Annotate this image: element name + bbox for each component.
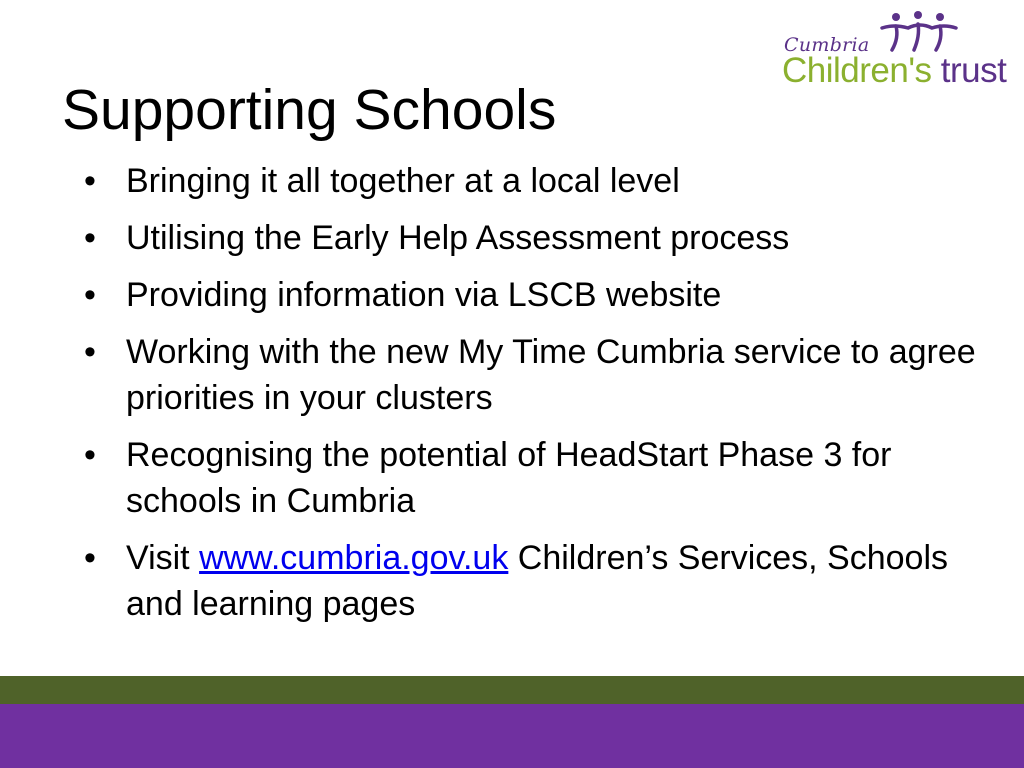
logo-main-text [782, 52, 1006, 90]
visit-prefix-text: Visit [126, 539, 200, 577]
bullet-marker: • [84, 162, 96, 200]
logo-cumbria-text: Cumbria [784, 34, 870, 56]
cumbria-childrens-trust-logo [780, 10, 1012, 92]
cumbria-website-link[interactable]: www.cumbria.gov.uk [199, 539, 509, 577]
bullet-marker: • [84, 333, 96, 371]
bullet-item [84, 272, 984, 318]
bullet-marker: • [84, 436, 96, 474]
logo-childrens-text: Children's [782, 51, 932, 90]
bullet-item [84, 432, 984, 524]
bullet-text: Recognising the potential of HeadStart Phase 3 for schools in Cumbria [126, 436, 892, 520]
bullet-item-visit [84, 535, 984, 627]
bullet-item [84, 215, 984, 261]
footer-green-band [0, 676, 1024, 704]
bullet-text: Providing information via LSCB website [126, 276, 722, 314]
bullet-text: Bringing it all together at a local level [126, 162, 680, 200]
visit-suffix-text: Children’s Services, Schools and learning pages [126, 539, 949, 623]
bullet-text: Utilising the Early Help Assessment process [126, 219, 790, 257]
bullet-text: Working with the new My Time Cumbria service to agree priorities in your clusters [126, 333, 976, 417]
bullet-item [84, 329, 984, 421]
people-figures-icon [874, 10, 960, 54]
bullet-marker: • [84, 219, 96, 257]
bullet-item [84, 158, 984, 204]
bullet-marker: • [84, 539, 96, 577]
slide-title: Supporting Schools [62, 78, 557, 142]
bullet-marker: • [84, 276, 96, 314]
footer-purple-band [0, 704, 1024, 768]
bullet-list [84, 158, 984, 638]
logo-trust-text: trust [940, 51, 1007, 90]
